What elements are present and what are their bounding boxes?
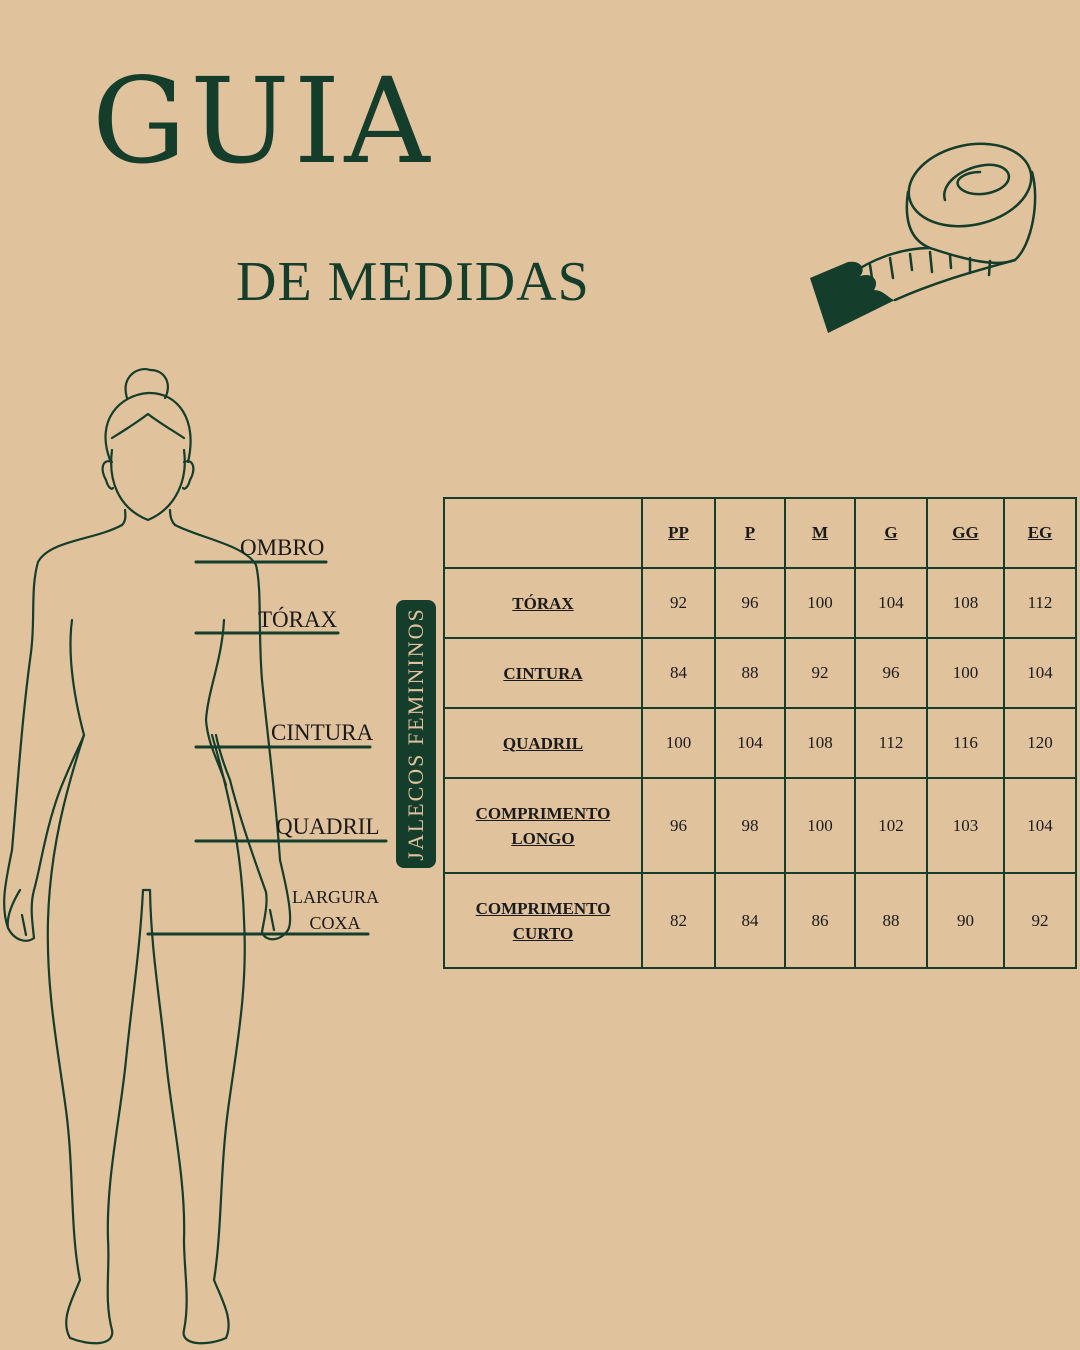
row-label	[444, 778, 642, 873]
table-cell: 100	[927, 638, 1004, 708]
table-header-cell: PP	[642, 498, 715, 568]
table-header-cell: EG	[1004, 498, 1076, 568]
table-cell: 92	[642, 568, 715, 638]
table-cell: 88	[855, 873, 927, 968]
table-cell: 92	[1004, 873, 1076, 968]
table-cell: 112	[1004, 568, 1076, 638]
table-cell: 120	[1004, 708, 1076, 778]
table-cell: 92	[785, 638, 855, 708]
table-header-cell: M	[785, 498, 855, 568]
row-label	[444, 568, 642, 638]
row-label-text: TÓRAX	[512, 593, 574, 613]
table-cell: 108	[785, 708, 855, 778]
table-header-cell	[444, 498, 642, 568]
table-cell: 98	[715, 778, 785, 873]
table-cell: 100	[642, 708, 715, 778]
row-label-text: COMPRIMENTO	[475, 898, 611, 918]
table-cell: 88	[715, 638, 785, 708]
size-table	[443, 497, 1077, 969]
category-badge-label: JALECOS FEMININOS	[403, 607, 428, 861]
row-label-text: CURTO	[512, 923, 574, 943]
table-cell: 104	[855, 568, 927, 638]
table-cell: 96	[855, 638, 927, 708]
row-label-text: QUADRIL	[502, 733, 584, 753]
table-row	[444, 638, 1076, 708]
table-header-row	[444, 498, 1076, 568]
table-cell: 86	[785, 873, 855, 968]
table-cell: 84	[642, 638, 715, 708]
label-largura-coxa	[292, 884, 378, 936]
table-cell: 108	[927, 568, 1004, 638]
table-row	[444, 778, 1076, 873]
row-label	[444, 638, 642, 708]
label-cintura: CINTURA	[271, 720, 374, 745]
table-cell: 90	[927, 873, 1004, 968]
table-cell: 100	[785, 568, 855, 638]
table-cell: 104	[1004, 638, 1076, 708]
row-label-text: COMPRIMENTO	[475, 803, 611, 823]
table-row	[444, 873, 1076, 968]
table-header-cell: P	[715, 498, 785, 568]
row-label-text: LONGO	[511, 828, 575, 848]
label-torax: TÓRAX	[258, 607, 338, 632]
table-cell: 100	[785, 778, 855, 873]
label-largura: LARGURA	[292, 887, 380, 907]
table-cell: 102	[855, 778, 927, 873]
table-header-cell: G	[855, 498, 927, 568]
page-subtitle: DE MEDIDAS	[236, 251, 590, 313]
row-label	[444, 873, 642, 968]
table-cell: 84	[715, 873, 785, 968]
label-ombro: OMBRO	[240, 535, 325, 560]
table-header-cell: GG	[927, 498, 1004, 568]
category-badge	[396, 600, 436, 868]
label-quadril: QUADRIL	[276, 814, 380, 839]
table-cell: 103	[927, 778, 1004, 873]
measuring-tape-icon	[800, 130, 1050, 350]
table-cell: 82	[642, 873, 715, 968]
label-coxa: COXA	[309, 913, 361, 933]
page-title: GUIA	[92, 52, 434, 190]
table-cell: 104	[715, 708, 785, 778]
row-label	[444, 708, 642, 778]
table-row	[444, 708, 1076, 778]
body-figure	[0, 360, 400, 1350]
table-cell: 104	[1004, 778, 1076, 873]
table-cell: 112	[855, 708, 927, 778]
row-label-text: CINTURA	[503, 663, 583, 683]
table-cell: 96	[715, 568, 785, 638]
table-cell: 116	[927, 708, 1004, 778]
table-cell: 96	[642, 778, 715, 873]
table-row	[444, 568, 1076, 638]
